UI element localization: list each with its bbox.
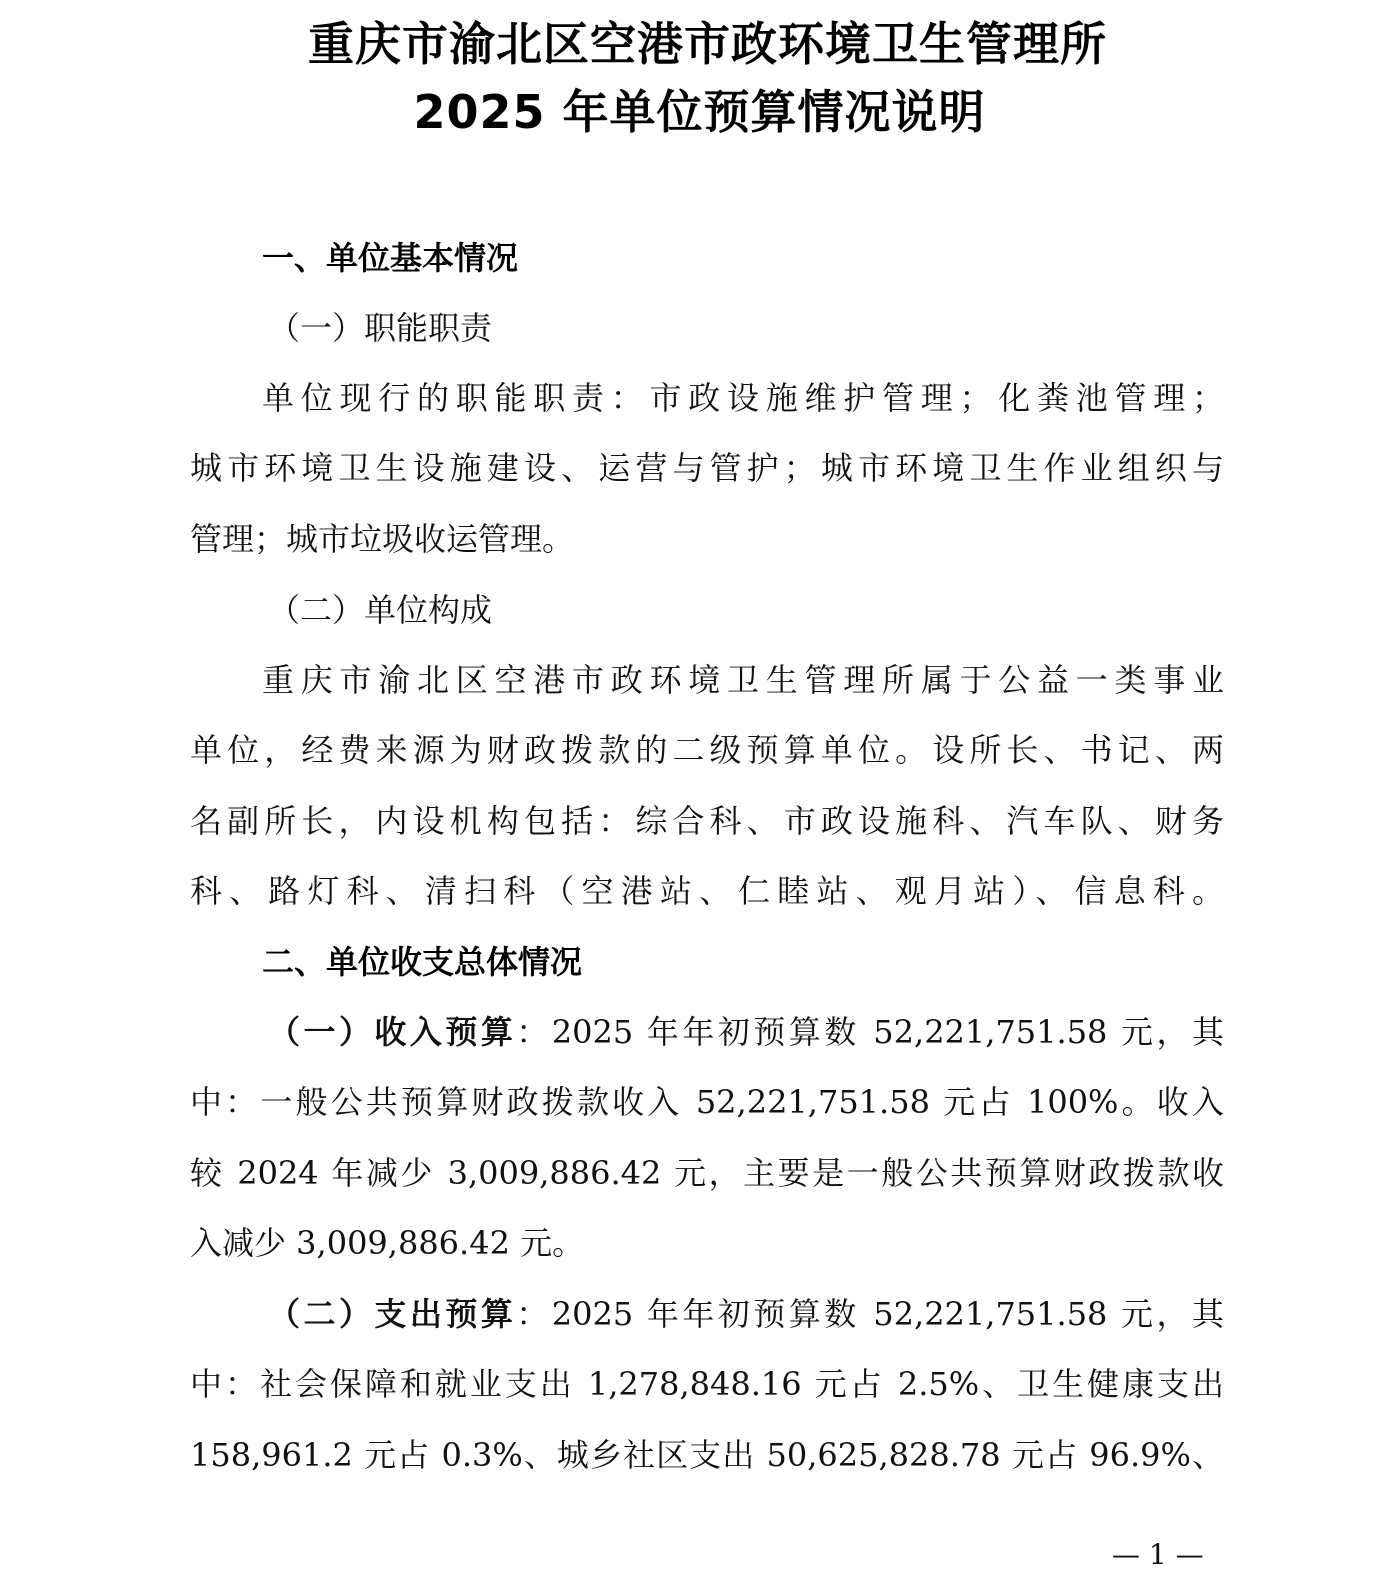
section1-heading: 一、单位基本情况 [262,239,519,277]
section1-sub2-heading: （二）单位构成 [268,591,493,629]
paragraph-line: 名副所长，内设机构包括：综合科、市政设施科、汽车队、财务 [190,802,1224,840]
paragraph-line: 城市环境卫生设施建设、运营与管护；城市环境卫生作业组织与 [190,449,1224,487]
paragraph-line: 单位，经费来源为财政拨款的二级预算单位。设所长、书记、两 [190,731,1224,769]
page-number: — 1 — [1112,1538,1204,1571]
document-title-line2: 2025 年单位预算情况说明 [413,85,986,139]
paragraph-line: 单位现行的职能职责：市政设施维护管理；化粪池管理； [262,379,1224,417]
paragraph-line: 158,961.2 元占 0.3%、城乡社区支出 50,625,828.78 元占 96.9%、 [190,1436,1224,1474]
section1-sub1-heading: （一）职能职责 [268,309,493,347]
paragraph-line: 重庆市渝北区空港市政环境卫生管理所属于公益一类事业 [262,661,1224,699]
paragraph-line: 科、路灯科、清扫科（空港站、仁睦站、观月站）、信息科。 [190,872,1224,910]
paragraph-line: 入减少 3,009,886.42 元。 [190,1224,585,1262]
income-label: （一）收入预算 [268,1013,517,1051]
paragraph-line: 中：一般公共预算财政拨款收入 52,221,751.58 元占 100%。收入 [190,1083,1224,1121]
income-line1-text: ：2025 年年初预算数 52,221,751.58 元，其 [516,1013,1224,1051]
paragraph-line: 中：社会保障和就业支出 1,278,848.16 元占 2.5%、卫生健康支出 [190,1365,1224,1403]
document-title-line1: 重庆市渝北区空港市政环境卫生管理所 [308,17,1107,71]
paragraph-line: 管理；城市垃圾收运管理。 [190,520,575,558]
expense-label: （二）支出预算 [268,1295,517,1333]
section2-heading: 二、单位收支总体情况 [262,943,583,981]
expense-paragraph-first-line [268,1292,1224,1336]
income-paragraph-first-line [268,1010,1224,1054]
paragraph-line: 较 2024 年减少 3,009,886.42 元，主要是一般公共预算财政拨款收 [190,1154,1224,1192]
expense-line1-text: ：2025 年年初预算数 52,221,751.58 元，其 [516,1295,1224,1333]
